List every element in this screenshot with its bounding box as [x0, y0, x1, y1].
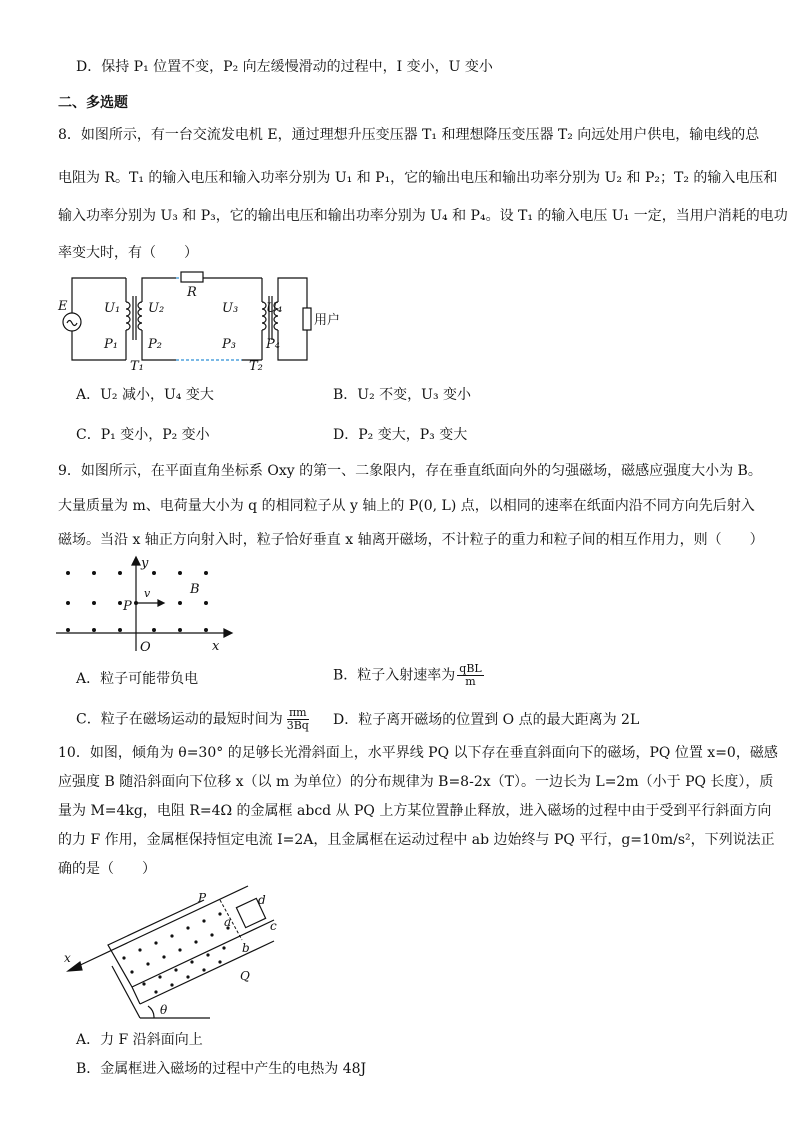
label-theta: θ	[160, 1003, 168, 1017]
q8-option-c: C．P₁ 变小，P₂ 变小	[76, 427, 210, 443]
q9-option-c: C．粒子在磁场运动的最短时间为 $\frac{\pi m}{3Bq}$	[76, 706, 309, 732]
q10-stem-line-3: 量为 M=4kg，电阻 R=4Ω 的金属框 abcd 从 PQ 上方某位置静止释放，进入磁场的过程中由于受到平行斜面方向	[58, 803, 772, 819]
q8-stem-line-2: 电阻为 R。T₁ 的输入电压和输入功率分别为 U₁ 和 P₁，它的输出电压和输出功率分别为 U₂ 和 P₂；T₂ 的输入电压和	[58, 170, 778, 186]
label-x: x	[212, 639, 220, 653]
q10-stem-line-1: 10．如图，倾角为 θ=30° 的足够长光滑斜面上，水平界线 PQ 以下存在垂直斜面向下的磁场，PQ 位置 x=0，磁感	[58, 745, 778, 761]
label-U1: U₁	[104, 301, 121, 316]
q8-option-a: A．U₂ 减小，U₄ 变大	[76, 387, 214, 403]
q10-stem-line-5: 确的是（ ）	[58, 861, 156, 877]
label-T1: T₁	[130, 359, 144, 372]
q10-number: 10．	[58, 745, 90, 761]
q9-number: 9．	[58, 463, 81, 479]
q10-option-b: B．金属框进入磁场的过程中产生的电热为 48J	[76, 1061, 367, 1077]
label-v: v	[144, 587, 151, 600]
label-U4: U₄	[266, 301, 283, 316]
q10-option-a: A．力 F 沿斜面向上	[76, 1032, 203, 1048]
label-a: a	[224, 915, 232, 929]
q9-option-b: B．粒子入射速率为 $\frac{\text{qBL}}{m}$	[333, 662, 482, 688]
q9-option-c-fraction: $\frac{\pi m}{3Bq}$	[286, 706, 309, 732]
label-x: x	[64, 951, 71, 965]
label-y: y	[141, 556, 149, 571]
q8-option-d: D．P₂ 变大，P₃ 变大	[333, 427, 468, 443]
label-P2: P₂	[148, 337, 162, 352]
label-E: E	[58, 299, 68, 314]
section-heading: 二、多选题	[58, 95, 128, 111]
q8-stem-line-4: 率变大时，有（ ）	[58, 245, 198, 261]
q8-stem-line-3: 输入功率分别为 U₃ 和 P₃，它的输出电压和输出功率分别为 U₄ 和 P₄。设 T₁ 的输入电压 U₁ 一定，当用户消耗的电功	[58, 208, 788, 224]
label-T2: T₂	[249, 359, 263, 372]
label-R: R	[187, 285, 197, 300]
label-P4: P₄	[266, 337, 280, 352]
label-B: B	[190, 582, 200, 597]
label-O: O	[140, 640, 151, 653]
label-user: 用户	[314, 313, 341, 328]
label-Q: Q	[240, 969, 250, 983]
label-d: d	[258, 893, 266, 907]
q8-number: 8．	[58, 127, 81, 143]
q9-stem-line-1: 9．如图所示，在平面直角坐标系 Oxy 的第一、二象限内，存在垂直纸面向外的匀强磁场，磁感应强度大小为 B。	[58, 463, 762, 479]
q10-incline-figure	[60, 880, 300, 1025]
q10-stem-line-4: 的力 F 作用，金属框保持恒定电流 I=2A，且金属框在运动过程中 ab 边始终与 PQ 平行，g=10m/s²，下列说法正	[58, 832, 775, 848]
label-b: b	[242, 941, 250, 955]
label-U3: U₃	[222, 301, 239, 316]
label-U2: U₂	[148, 301, 165, 316]
label-P: P	[123, 599, 132, 614]
label-P1: P₁	[104, 337, 118, 352]
q7-option-d: D．保持 P₁ 位置不变，P₂ 向左缓慢滑动的过程中，I 变小，U 变小	[76, 59, 493, 75]
q8-circuit-figure	[56, 268, 356, 372]
q10-stem-line-2: 应强度 B 随沿斜面向下位移 x（以 m 为单位）的分布规律为 B=8-2x（T）。一边长为 L=2m（小于 PQ 长度），质	[58, 774, 774, 790]
label-P: P	[198, 891, 207, 905]
q8-option-b: B．U₂ 不变，U₃ 变小	[333, 387, 472, 403]
q9-stem-line-2: 大量质量为 m、电荷量大小为 q 的相同粒子从 y 轴上的 P(0, L) 点，以相同的速率在纸面内沿不同方向先后射入	[58, 498, 755, 514]
q9-stem-line-3: 磁场。当沿 x 轴正方向射入时，粒子恰好垂直 x 轴离开磁场，不计粒子的重力和粒子间的相互作用力，则（ ）	[58, 532, 764, 548]
q8-stem-line-1: 8．如图所示，有一台交流发电机 E，通过理想升压变压器 T₁ 和理想降压变压器 T₂ 向远处用户供电，输电线的总	[58, 127, 760, 143]
label-c: c	[270, 919, 277, 933]
label-P3: P₃	[222, 337, 236, 352]
q9-option-b-fraction: $\frac{\text{qBL}}{m}$	[459, 662, 482, 688]
q9-magnetic-field-figure	[56, 555, 236, 653]
q9-option-a: A．粒子可能带负电	[76, 671, 199, 687]
q9-option-d: D．粒子离开磁场的位置到 O 点的最大距离为 2L	[333, 712, 640, 728]
